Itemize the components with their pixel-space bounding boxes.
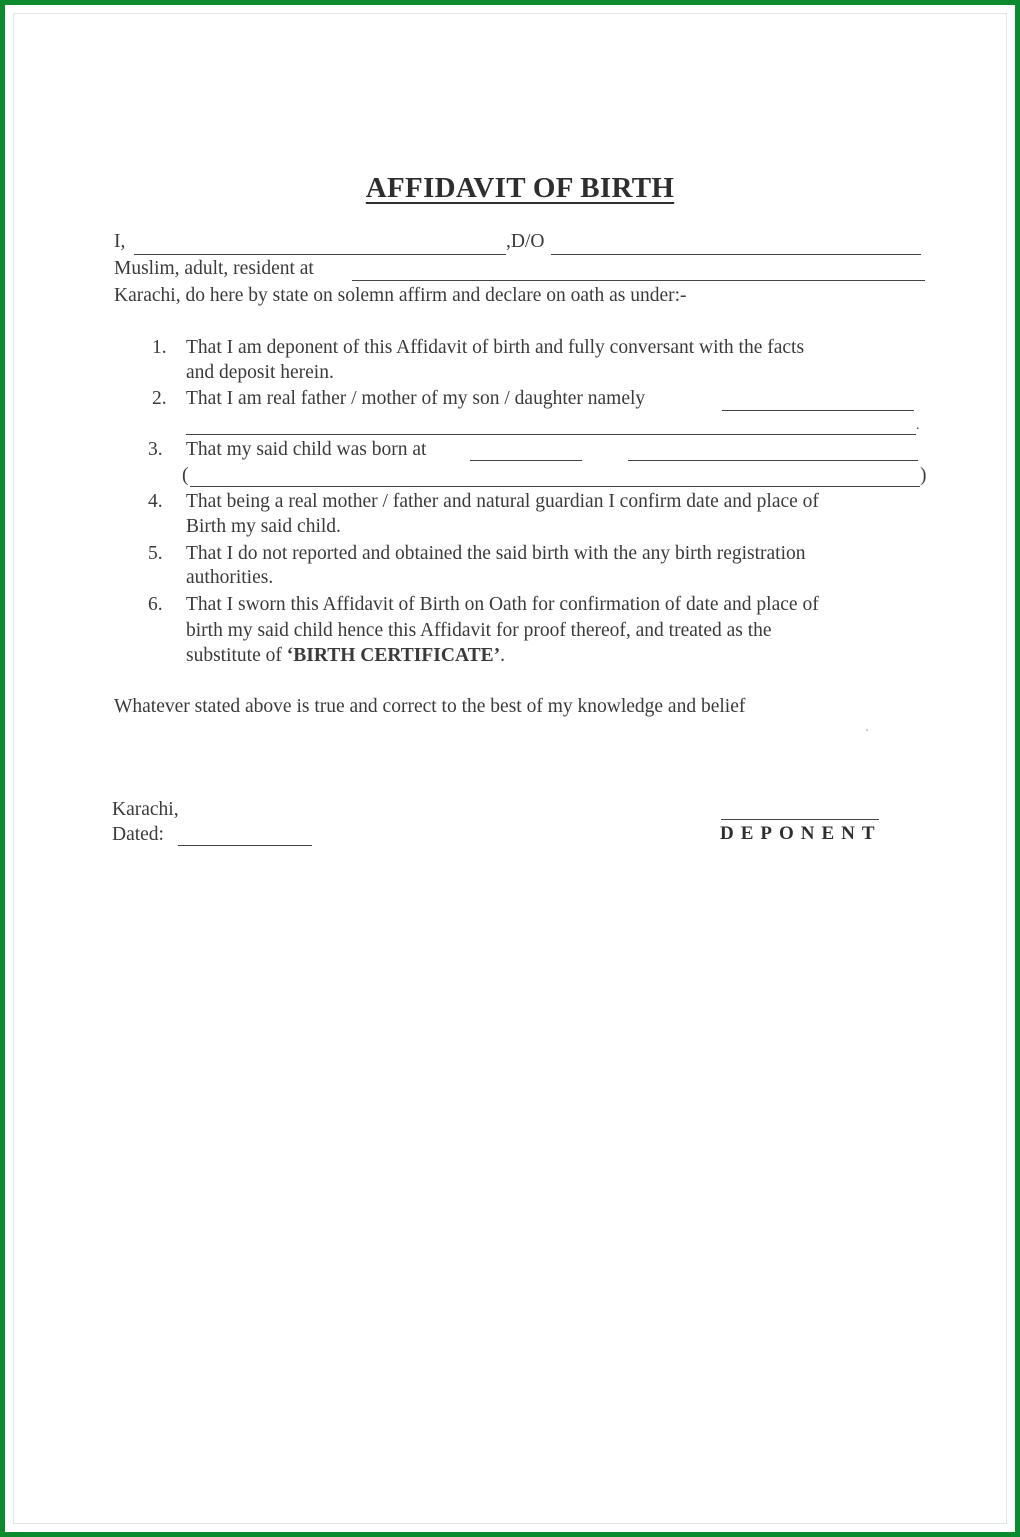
item-2-line-end: . (916, 418, 920, 433)
item-4-line-1: That being a real mother / father and natural guardian I confirm date and place of (186, 491, 819, 512)
residence-address-field[interactable] (352, 280, 925, 281)
intro-do-label: ,D/O (506, 231, 545, 252)
signature-line[interactable] (721, 819, 879, 820)
scan-speck (866, 729, 868, 731)
city-label: Karachi, (112, 799, 179, 820)
item-number: 3. (148, 439, 163, 460)
item-number: 1. (152, 337, 167, 358)
item-3-paren-close: ) (920, 465, 927, 486)
item-5-line-1: That I do not reported and obtained the said birth with the any birth registration (186, 543, 806, 564)
closing-statement: Whatever stated above is true and correct to the best of my knowledge and belief (114, 696, 746, 717)
item-1-line-2: and deposit herein. (186, 362, 334, 383)
item-6-suffix: . (500, 645, 505, 666)
birth-details-field[interactable] (190, 486, 920, 487)
item-2-line-1: That I am real father / mother of my son / daughter namely (186, 388, 646, 409)
birth-certificate-text: ‘BIRTH CERTIFICATE’ (286, 645, 501, 666)
intro-i-prefix: I, (114, 231, 126, 252)
item-3-paren-open: ( (182, 465, 189, 486)
item-4-line-2: Birth my said child. (186, 516, 341, 537)
deponent-label: DEPONENT (720, 823, 882, 844)
item-1-line-1: That I am deponent of this Affidavit of birth and fully conversant with the facts (186, 337, 805, 358)
parent-name-field[interactable] (551, 254, 921, 255)
intro-resident-label: Muslim, adult, resident at (114, 258, 314, 279)
item-6-line-2: birth my said child hence this Affidavit for proof thereof, and treated as the (186, 620, 772, 641)
birth-place-field[interactable] (470, 460, 582, 461)
child-name-field[interactable] (722, 410, 914, 411)
item-6-prefix: substitute of (186, 645, 287, 666)
dated-label: Dated: (112, 824, 164, 845)
document-title: AFFIDAVIT OF BIRTH (365, 172, 675, 204)
item-number: 2. (152, 388, 167, 409)
item-number: 6. (148, 594, 163, 615)
item-6-line-3 (186, 644, 505, 668)
child-name-field-continued[interactable] (186, 434, 916, 435)
item-3-line-1: That my said child was born at (186, 439, 427, 460)
item-number: 5. (148, 543, 163, 564)
item-6-line-1: That I sworn this Affidavit of Birth on Oath for confirmation of date and place of (186, 594, 819, 615)
date-field[interactable] (178, 845, 312, 846)
item-number: 4. (148, 491, 163, 512)
birth-date-field[interactable] (628, 460, 918, 461)
deponent-name-field[interactable] (134, 254, 506, 255)
item-5-line-2: authorities. (186, 567, 274, 588)
intro-declaration: Karachi, do here by state on solemn affirm and declare on oath as under:- (114, 285, 687, 306)
